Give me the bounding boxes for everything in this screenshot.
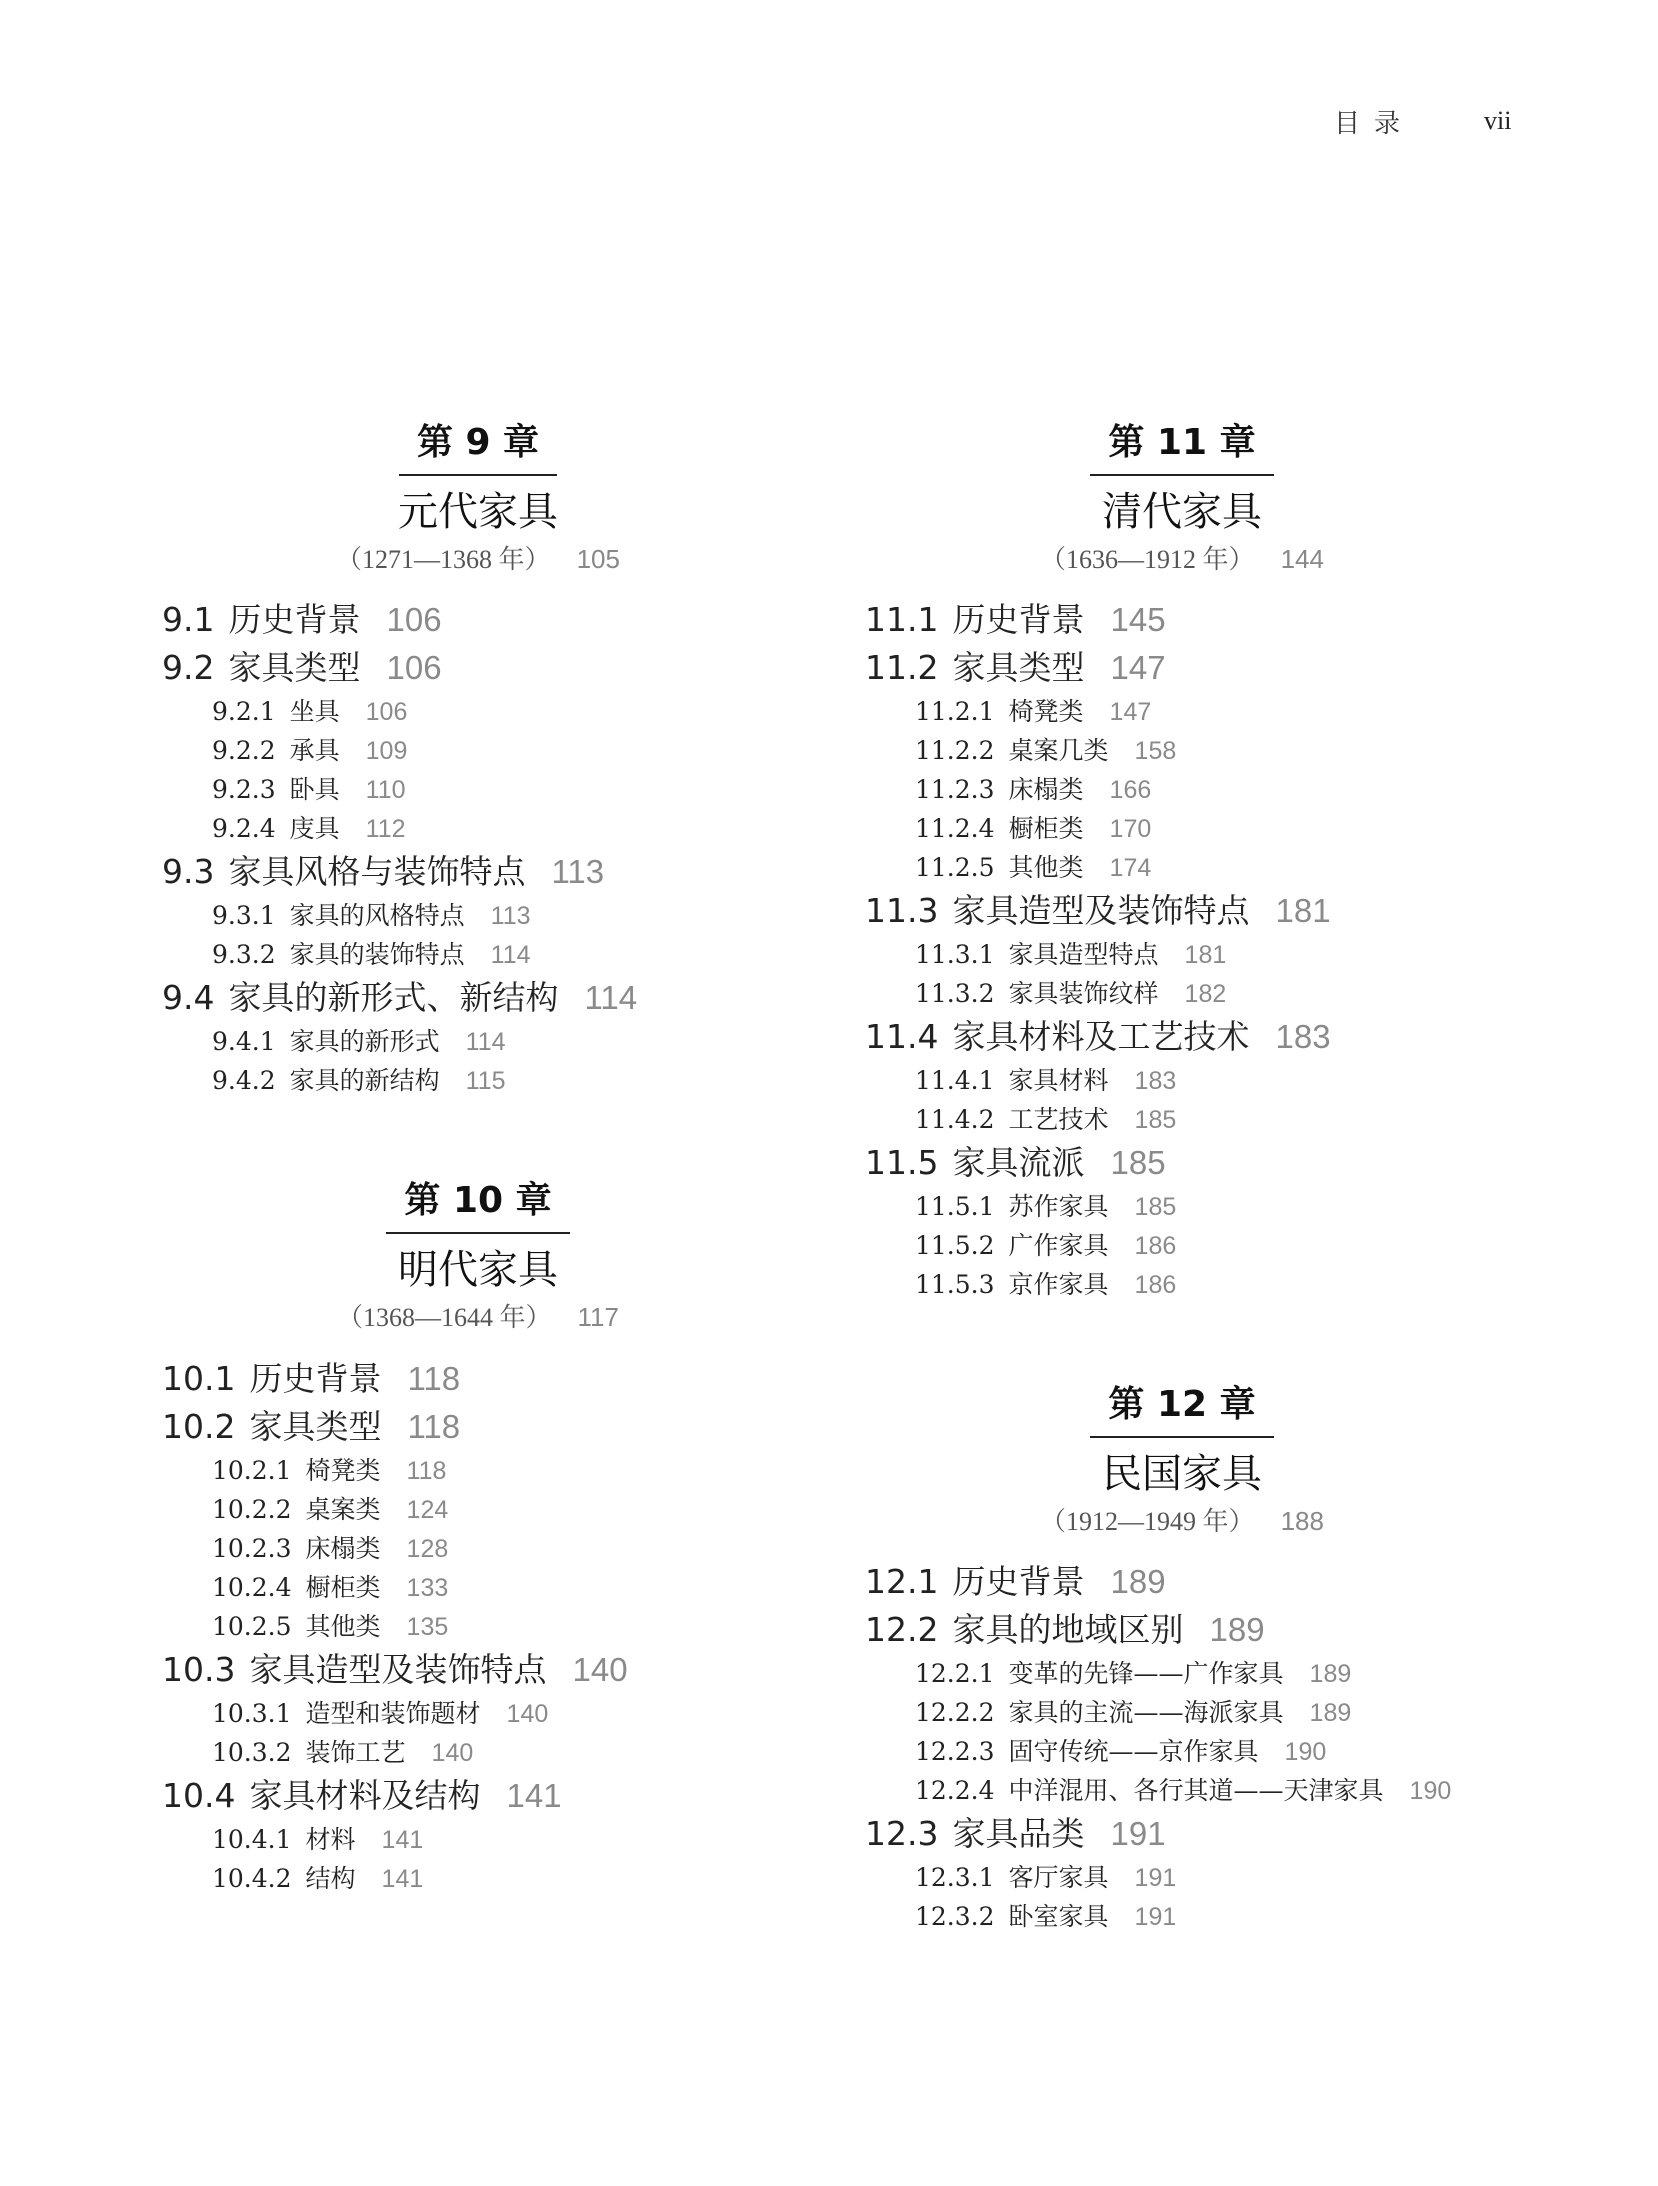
toc-section [865, 1139, 1166, 1187]
toc-subsection [212, 1022, 506, 1061]
toc-subsection [212, 1694, 548, 1733]
entry-title: 床榻类 [1008, 775, 1084, 804]
entry-page: 158 [1134, 737, 1177, 765]
entry-page: 114 [584, 979, 638, 1016]
entry-page: 190 [1409, 1777, 1452, 1805]
entry-page: 191 [1134, 1903, 1177, 1931]
toc-subsection [915, 974, 1226, 1013]
entry-page: 114 [465, 1028, 506, 1056]
entry-page: 147 [1110, 649, 1166, 686]
entry-title: 工艺技术 [1008, 1105, 1109, 1134]
entry-number: 10.2.2 [212, 1495, 292, 1524]
entry-page: 113 [551, 853, 605, 890]
entry-number: 10.2.4 [212, 1573, 292, 1602]
entry-title: 床榻类 [305, 1534, 381, 1563]
entry-title: 造型和装饰题材 [305, 1699, 481, 1728]
chapter-years: （1271—1368 年） [336, 545, 551, 574]
entry-number: 12.2.3 [915, 1737, 995, 1766]
chapter-title: 元代家具 [398, 489, 558, 535]
entry-title: 家具材料及工艺技术 [952, 1017, 1250, 1056]
chapter-number: 第 11 章 [1090, 418, 1273, 476]
toc-section [162, 974, 637, 1022]
entry-number: 9.4.1 [212, 1027, 276, 1056]
toc-section [865, 644, 1166, 692]
entry-number: 11.4.2 [915, 1105, 995, 1134]
entry-number: 9.2.1 [212, 697, 276, 726]
entry-number: 10.2 [162, 1407, 236, 1446]
entry-page: 185 [1134, 1193, 1177, 1221]
entry-page: 189 [1209, 1611, 1265, 1648]
entry-title: 家具材料 [1008, 1066, 1109, 1095]
entry-number: 11.2.3 [915, 775, 995, 804]
toc-subsection [915, 1226, 1176, 1265]
entry-page: 140 [506, 1700, 549, 1728]
entry-title: 苏作家具 [1008, 1192, 1109, 1221]
chapter-title: 清代家具 [1102, 489, 1262, 535]
entry-number: 12.2 [865, 1610, 939, 1649]
entry-title: 家具的新结构 [289, 1066, 440, 1095]
entry-number: 11.2.1 [915, 697, 995, 726]
entry-title: 卧具 [289, 775, 340, 804]
entry-number: 10.3.1 [212, 1699, 292, 1728]
toc-subsection [915, 1732, 1326, 1771]
entry-number: 10.4.1 [212, 1825, 292, 1854]
chapter-period [278, 1300, 678, 1335]
entry-title: 变革的先锋——广作家具 [1008, 1659, 1284, 1688]
chapter-period [982, 542, 1382, 577]
entry-title: 家具类型 [249, 1407, 382, 1446]
toc-subsection [915, 692, 1151, 731]
toc-section [162, 848, 604, 896]
entry-number: 11.5.2 [915, 1231, 995, 1260]
entry-number: 11.5.3 [915, 1270, 995, 1299]
entry-page: 141 [381, 1826, 424, 1854]
entry-number: 9.3.2 [212, 940, 276, 969]
entry-title: 庋具 [289, 814, 340, 843]
entry-title: 家具的主流——海派家具 [1008, 1698, 1284, 1727]
entry-number: 10.2.3 [212, 1534, 292, 1563]
toc-section [162, 1646, 628, 1694]
toc-section [865, 887, 1331, 935]
toc-section [865, 1810, 1166, 1858]
toc-subsection [212, 1607, 448, 1646]
entry-page: 133 [406, 1574, 449, 1602]
entry-title: 坐具 [289, 697, 340, 726]
entry-page: 128 [406, 1535, 449, 1563]
toc-section [162, 596, 442, 644]
chapter-page: 117 [577, 1302, 619, 1332]
entry-page: 182 [1184, 980, 1227, 1008]
entry-title: 桌案几类 [1008, 736, 1109, 765]
toc-subsection [212, 809, 406, 848]
toc-subsection [212, 1859, 423, 1898]
chapter-number: 第 12 章 [1090, 1380, 1273, 1438]
entry-page: 114 [490, 941, 531, 969]
toc-subsection [915, 1061, 1176, 1100]
entry-title: 历史背景 [952, 1562, 1085, 1601]
entry-page: 140 [572, 1651, 628, 1688]
entry-number: 11.5.1 [915, 1192, 995, 1221]
entry-title: 其他类 [305, 1612, 381, 1641]
toc-subsection [915, 1693, 1351, 1732]
entry-page: 186 [1134, 1271, 1177, 1299]
toc-section [865, 1558, 1166, 1606]
entry-page: 181 [1275, 892, 1331, 929]
toc-subsection [915, 1771, 1451, 1810]
entry-title: 家具的新形式、新结构 [228, 978, 559, 1017]
entry-number: 10.1 [162, 1359, 236, 1398]
chapter-heading [982, 1380, 1382, 1539]
entry-number: 11.2.4 [915, 814, 995, 843]
entry-title: 家具材料及结构 [249, 1776, 481, 1815]
entry-number: 11.3 [865, 891, 939, 930]
entry-page: 185 [1134, 1106, 1177, 1134]
toc-subsection [212, 731, 407, 770]
toc-subsection [915, 1654, 1351, 1693]
entry-number: 9.2 [162, 648, 215, 687]
entry-title: 结构 [305, 1864, 356, 1893]
entry-page: 118 [407, 1408, 461, 1445]
entry-title: 橱柜类 [1008, 814, 1084, 843]
entry-page: 106 [386, 649, 442, 686]
entry-title: 京作家具 [1008, 1270, 1109, 1299]
chapter-years: （1912—1949 年） [1040, 1507, 1255, 1536]
toc-section [865, 1013, 1331, 1061]
chapter-page: 105 [576, 544, 620, 574]
entry-title: 家具造型及装饰特点 [249, 1650, 547, 1689]
entry-title: 家具造型及装饰特点 [952, 891, 1250, 930]
entry-number: 9.2.2 [212, 736, 276, 765]
toc-subsection [915, 1265, 1176, 1304]
chapter-number: 第 9 章 [399, 418, 557, 476]
toc-section [865, 596, 1166, 644]
toc-subsection [212, 896, 531, 935]
entry-page: 183 [1134, 1067, 1177, 1095]
entry-number: 12.3.1 [915, 1863, 995, 1892]
entry-title: 家具品类 [952, 1814, 1085, 1853]
chapter-years: （1636—1912 年） [1040, 545, 1255, 574]
entry-number: 10.4.2 [212, 1864, 292, 1893]
entry-title: 桌案类 [305, 1495, 381, 1524]
entry-number: 10.3.2 [212, 1738, 292, 1767]
toc-section [865, 1606, 1265, 1654]
entry-number: 11.2.5 [915, 853, 995, 882]
chapter-number-wrap [982, 1380, 1382, 1438]
entry-page: 115 [465, 1067, 506, 1095]
toc-subsection [212, 770, 406, 809]
toc-subsection [915, 1858, 1176, 1897]
toc-subsection [212, 1733, 473, 1772]
entry-title: 家具类型 [228, 648, 361, 687]
entry-title: 中洋混用、各行其道——天津家具 [1008, 1776, 1384, 1805]
chapter-heading [278, 1176, 678, 1335]
entry-number: 12.2.1 [915, 1659, 995, 1688]
entry-number: 12.2.4 [915, 1776, 995, 1805]
entry-page: 118 [407, 1360, 461, 1397]
toc-section [162, 1355, 460, 1403]
entry-page: 141 [506, 1777, 562, 1814]
entry-page: 109 [365, 737, 408, 765]
entry-title: 椅凳类 [305, 1456, 381, 1485]
entry-page: 189 [1110, 1563, 1166, 1600]
chapter-number-wrap [278, 1176, 678, 1234]
toc-subsection [212, 935, 531, 974]
entry-page: 166 [1109, 776, 1152, 804]
entry-title: 历史背景 [952, 600, 1085, 639]
entry-title: 家具的装饰特点 [289, 940, 465, 969]
entry-page: 124 [406, 1496, 449, 1524]
toc-section [162, 1403, 460, 1451]
toc-subsection [915, 1897, 1176, 1936]
entry-number: 10.4 [162, 1776, 236, 1815]
entry-title: 家具的风格特点 [289, 901, 465, 930]
entry-number: 9.1 [162, 600, 215, 639]
entry-title: 广作家具 [1008, 1231, 1109, 1260]
toc-subsection [212, 1820, 423, 1859]
entry-page: 183 [1275, 1018, 1331, 1055]
chapter-heading [982, 418, 1382, 577]
entry-number: 11.3.1 [915, 940, 995, 969]
entry-number: 11.3.2 [915, 979, 995, 1008]
chapter-title: 明代家具 [398, 1247, 558, 1293]
entry-page: 186 [1134, 1232, 1177, 1260]
entry-title: 椅凳类 [1008, 697, 1084, 726]
entry-number: 9.4.2 [212, 1066, 276, 1095]
entry-page: 190 [1284, 1738, 1327, 1766]
toc-subsection [915, 1187, 1176, 1226]
entry-page: 191 [1134, 1864, 1177, 1892]
entry-title: 固守传统——京作家具 [1008, 1737, 1259, 1766]
entry-page: 113 [490, 902, 531, 930]
entry-page: 135 [406, 1613, 449, 1641]
chapter-period [982, 1504, 1382, 1539]
chapter-number: 第 10 章 [386, 1176, 569, 1234]
entry-title: 家具的地域区别 [952, 1610, 1184, 1649]
entry-number: 10.3 [162, 1650, 236, 1689]
entry-number: 11.2 [865, 648, 939, 687]
entry-title: 装饰工艺 [305, 1738, 406, 1767]
chapter-page: 144 [1280, 544, 1324, 574]
chapter-years: （1368—1644 年） [337, 1303, 552, 1332]
toc-subsection [212, 1061, 506, 1100]
entry-page: 189 [1309, 1699, 1352, 1727]
chapter-number-wrap [982, 418, 1382, 476]
entry-title: 家具流派 [952, 1143, 1085, 1182]
chapter-title: 民国家具 [1102, 1451, 1262, 1497]
entry-number: 11.4.1 [915, 1066, 995, 1095]
running-title: 目录 [1334, 109, 1415, 139]
entry-title: 历史背景 [228, 600, 361, 639]
toc-subsection [212, 1529, 448, 1568]
entry-number: 11.5 [865, 1143, 939, 1182]
entry-number: 11.1 [865, 600, 939, 639]
entry-title: 卧室家具 [1008, 1902, 1109, 1931]
entry-number: 12.3 [865, 1814, 939, 1853]
entry-page: 145 [1110, 601, 1166, 638]
entry-number: 12.3.2 [915, 1902, 995, 1931]
entry-number: 11.4 [865, 1017, 939, 1056]
entry-page: 181 [1184, 941, 1227, 969]
toc-subsection [915, 1100, 1176, 1139]
toc-subsection [212, 1451, 446, 1490]
entry-number: 9.3.1 [212, 901, 276, 930]
entry-title: 家具造型特点 [1008, 940, 1159, 969]
entry-title: 客厅家具 [1008, 1863, 1109, 1892]
entry-page: 147 [1109, 698, 1152, 726]
entry-number: 9.3 [162, 852, 215, 891]
entry-number: 12.2.2 [915, 1698, 995, 1727]
toc-subsection [915, 731, 1176, 770]
entry-title: 家具的新形式 [289, 1027, 440, 1056]
toc-subsection [915, 770, 1151, 809]
entry-page: 118 [406, 1457, 447, 1485]
entry-page: 140 [431, 1739, 474, 1767]
entry-number: 9.2.4 [212, 814, 276, 843]
entry-page: 185 [1110, 1144, 1166, 1181]
toc-subsection [915, 935, 1226, 974]
toc-subsection [212, 692, 407, 731]
toc-section [162, 1772, 562, 1820]
entry-title: 其他类 [1008, 853, 1084, 882]
entry-number: 10.2.5 [212, 1612, 292, 1641]
toc-subsection [212, 1490, 448, 1529]
entry-number: 10.2.1 [212, 1456, 292, 1485]
entry-title: 家具类型 [952, 648, 1085, 687]
entry-title: 橱柜类 [305, 1573, 381, 1602]
entry-title: 承具 [289, 736, 340, 765]
entry-number: 11.2.2 [915, 736, 995, 765]
page-number: vii [1484, 106, 1512, 135]
toc-section [162, 644, 442, 692]
entry-number: 12.1 [865, 1562, 939, 1601]
entry-page: 191 [1110, 1815, 1166, 1852]
entry-page: 106 [365, 698, 408, 726]
chapter-number-wrap [278, 418, 678, 476]
entry-page: 189 [1309, 1660, 1352, 1688]
entry-title: 材料 [305, 1825, 356, 1854]
toc-subsection [915, 848, 1151, 887]
toc-subsection [212, 1568, 448, 1607]
entry-page: 112 [365, 815, 406, 843]
entry-page: 110 [365, 776, 406, 804]
entry-title: 家具装饰纹样 [1008, 979, 1159, 1008]
chapter-heading [278, 418, 678, 577]
entry-title: 家具风格与装饰特点 [228, 852, 526, 891]
chapter-period [278, 542, 678, 577]
entry-page: 106 [386, 601, 442, 638]
entry-page: 170 [1109, 815, 1152, 843]
toc-subsection [915, 809, 1151, 848]
entry-title: 历史背景 [249, 1359, 382, 1398]
entry-number: 9.2.3 [212, 775, 276, 804]
entry-page: 141 [381, 1865, 424, 1893]
entry-number: 9.4 [162, 978, 215, 1017]
chapter-page: 188 [1280, 1506, 1324, 1536]
entry-page: 174 [1109, 854, 1152, 882]
